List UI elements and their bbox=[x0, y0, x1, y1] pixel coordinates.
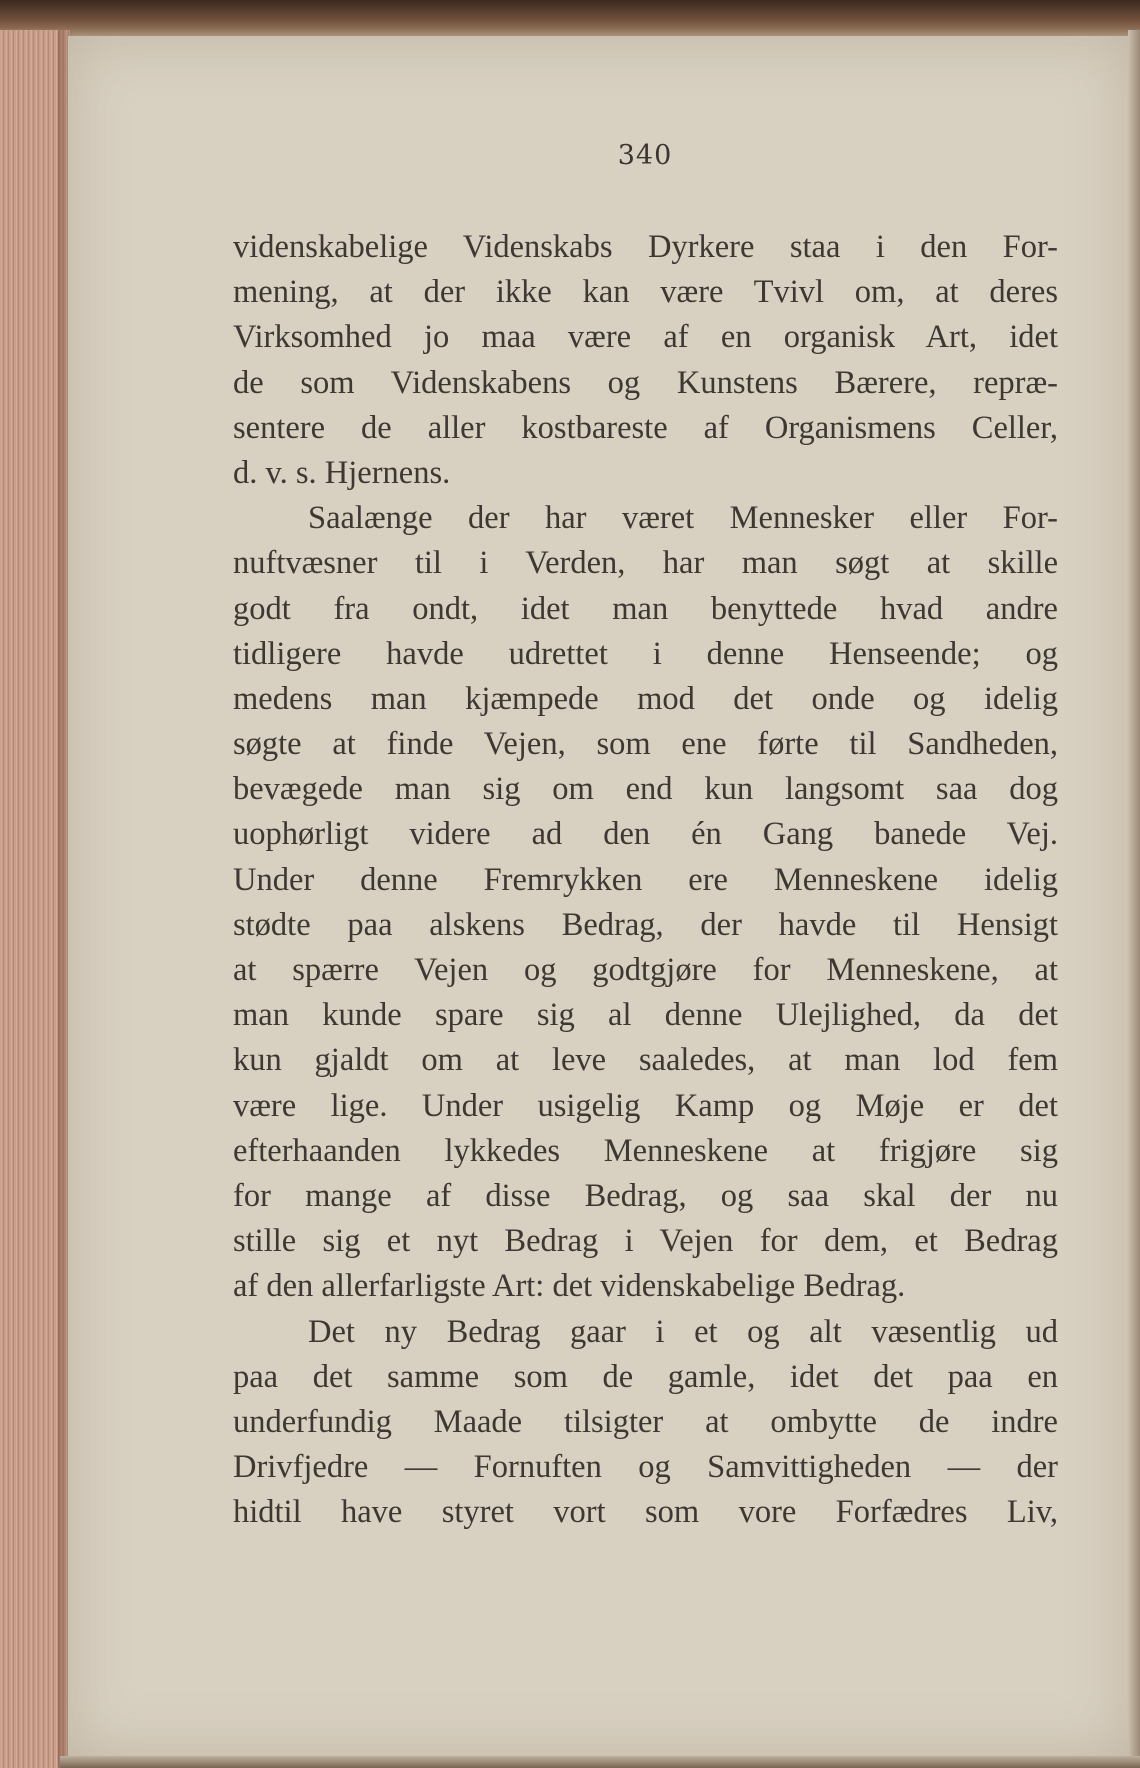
text-line: stille sig et nyt Bedrag i Vejen for dem, et Bedrag bbox=[233, 1223, 1058, 1260]
book-binding-top bbox=[0, 0, 1140, 40]
text-line: man kunde spare sig al denne Ulejlighed, da det bbox=[233, 997, 1058, 1034]
text-line: de som Videnskabens og Kunstens Bærere, repræ- bbox=[233, 364, 1058, 401]
page-right-edge bbox=[1128, 30, 1140, 1768]
text-line: være lige. Under usigelig Kamp og Møje er det bbox=[233, 1087, 1058, 1124]
text-line: d. v. s. Hjernens. bbox=[233, 454, 451, 491]
text-line: at spærre Vejen og godtgjøre for Menneskene, at bbox=[233, 952, 1058, 988]
text-line: mening, at der ikke kan være Tvivl om, at deres bbox=[233, 274, 1058, 311]
text-line: tidligere havde udrettet i denne Henseende; og bbox=[233, 635, 1058, 672]
page-number: 340 bbox=[617, 140, 673, 171]
text-line: for mange af disse Bedrag, og saa skal der nu bbox=[233, 1177, 1058, 1214]
text-line: stødte paa alskens Bedrag, der havde til Hensigt bbox=[233, 906, 1058, 943]
text-line: underfundig Maade tilsigter at ombytte de indre bbox=[233, 1403, 1058, 1440]
text-line: videnskabelige Videnskabs Dyrkere staa i den For- bbox=[233, 229, 1058, 265]
text-line: medens man kjæmpede mod det onde og idelig bbox=[233, 680, 1058, 717]
text-line: paa det samme som de gamle, idet det paa en bbox=[233, 1358, 1058, 1395]
text-line: af den allerfarligste Art: det videnskabelige Bedrag. bbox=[233, 1268, 906, 1305]
text-line: godt fra ondt, idet man benyttede hvad andre bbox=[233, 590, 1058, 627]
page-bottom-edge bbox=[60, 1756, 1140, 1768]
text-line: nuftvæsner til i Verden, har man søgt at skille bbox=[233, 545, 1058, 582]
text-line: efterhaanden lykkedes Menneskene at frigjøre sig bbox=[233, 1132, 1058, 1169]
paragraph-start-line: Saalænge der har været Mennesker eller For- bbox=[308, 500, 1058, 537]
text-line: kun gjaldt om at leve saaledes, at man lod fem bbox=[233, 1042, 1058, 1079]
text-line: sentere de aller kostbareste af Organismens Celler, bbox=[233, 409, 1058, 446]
text-line: hidtil have styret vort som vore Forfædres Liv, bbox=[233, 1494, 1058, 1531]
body-text bbox=[233, 225, 1058, 1535]
text-line: Drivfjedre — Fornuften og Samvittigheden — der bbox=[233, 1449, 1058, 1486]
text-line: Under denne Fremrykken ere Menneskene idelig bbox=[233, 861, 1058, 898]
text-line: søgte at finde Vejen, som ene førte til Sandheden, bbox=[233, 726, 1058, 763]
paragraph-start-line: Det ny Bedrag gaar i et og alt væsentlig ud bbox=[308, 1313, 1058, 1350]
text-line: bevægede man sig om end kun langsomt saa dog bbox=[233, 771, 1058, 808]
text-line: uophørligt videre ad den én Gang banede Vej. bbox=[233, 816, 1058, 853]
text-line: Virksomhed jo maa være af en organisk Art, idet bbox=[233, 319, 1058, 356]
